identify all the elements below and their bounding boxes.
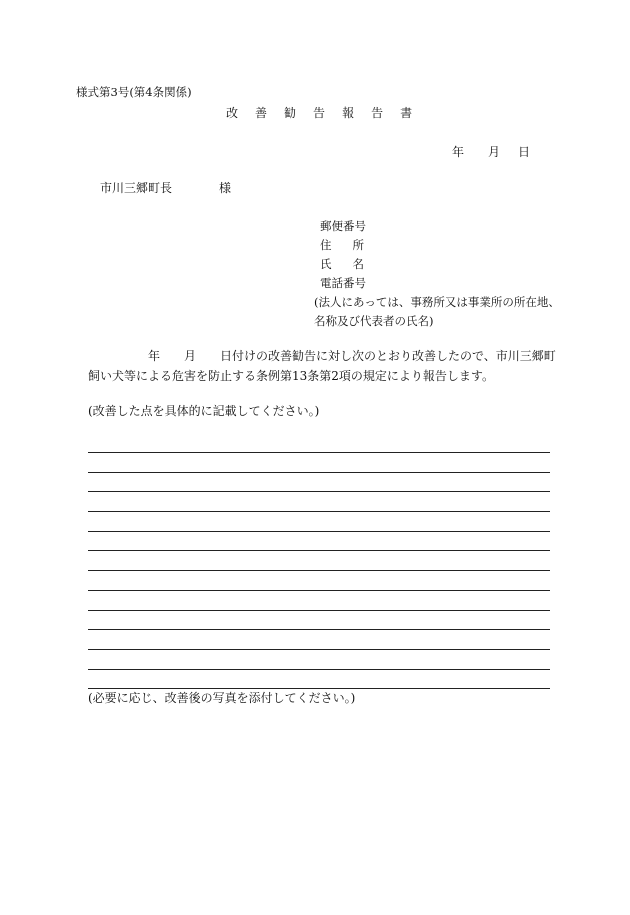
date-year: 年	[452, 145, 465, 159]
title-char: 告	[313, 106, 326, 120]
writing-line[interactable]	[88, 590, 550, 610]
title-char: 報	[342, 106, 355, 120]
writing-line[interactable]	[88, 649, 550, 669]
title-char: 改	[226, 106, 239, 120]
date-day: 日	[518, 145, 531, 159]
body-text: 日付けの改善勧告に対し次のとおり改善したので、市川三郷町飼い犬等による危害を防止する条例第13条第2項の規定により報告します。	[88, 349, 556, 383]
writing-line[interactable]	[88, 550, 550, 570]
honorific: 様	[219, 181, 232, 195]
body-month: 月	[184, 349, 197, 363]
photo-note: (必要に応じ、改善後の写真を添付してください。)	[88, 691, 356, 705]
phone-label: 電話番号	[320, 276, 366, 290]
date-month: 月	[488, 145, 501, 159]
addressee: 市川三郷町長	[100, 181, 173, 195]
postal-code-label: 郵便番号	[320, 219, 366, 233]
writing-line[interactable]	[88, 669, 550, 689]
writing-line[interactable]	[88, 610, 550, 630]
body-year: 年	[148, 349, 161, 363]
date-line	[452, 143, 530, 160]
writing-line[interactable]	[88, 629, 550, 649]
writing-line[interactable]	[88, 472, 550, 492]
report-body	[88, 346, 558, 386]
address-label: 住 所	[320, 238, 364, 252]
instruction-text: (改善した点を具体的に記載してください。)	[88, 404, 320, 418]
title-char: 善	[255, 106, 268, 120]
title-char: 勧	[284, 106, 297, 120]
writing-line[interactable]	[88, 570, 550, 590]
corporation-note: (法人にあっては、事務所又は事業所の所在地、名称及び代表者の氏名)	[314, 295, 560, 328]
writing-line[interactable]	[88, 531, 550, 551]
writing-line[interactable]	[88, 452, 550, 472]
form-number: 様式第3号(第4条関係)	[76, 85, 192, 99]
writing-area[interactable]	[88, 452, 550, 708]
writing-line[interactable]	[88, 511, 550, 531]
name-label: 氏 名	[320, 257, 364, 271]
title-char: 書	[400, 106, 413, 120]
document-title	[226, 104, 429, 121]
title-char: 告	[371, 106, 384, 120]
writing-line[interactable]	[88, 491, 550, 511]
